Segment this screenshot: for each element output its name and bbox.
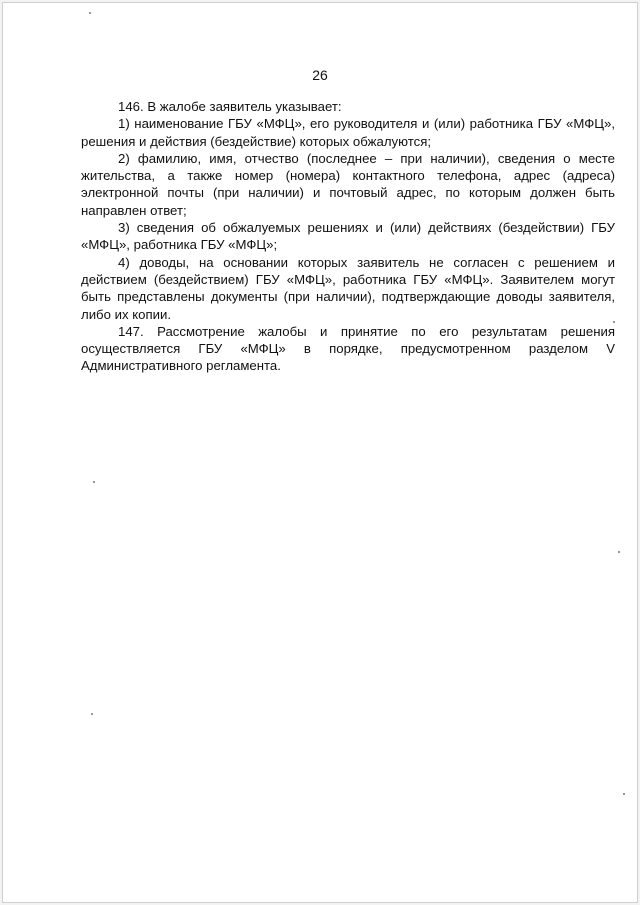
page-number: 26	[312, 67, 328, 83]
paragraph-146-item-2: 2) фамилию, имя, отчество (последнее – при наличии), сведения о месте жительства, а также номер (номера) контактного телефона, адрес (адреса) электронной почты (при наличии) и почтовый адрес, по которым должен быть направлен ответ;	[81, 150, 615, 218]
paragraph-146-item-3: 3) сведения об обжалуемых решениях и (или) действиях (бездействии) ГБУ «МФЦ», работника ГБУ «МФЦ»;	[81, 220, 615, 253]
document-page	[2, 2, 638, 903]
paragraph-146-intro: 146. В жалобе заявитель указывает:	[118, 99, 342, 114]
scan-speck	[618, 551, 620, 553]
document-body	[81, 98, 615, 375]
scan-speck	[89, 12, 91, 14]
scan-speck	[91, 713, 93, 715]
paragraph-146-item-1: 1) наименование ГБУ «МФЦ», его руководителя и (или) работника ГБУ «МФЦ», решения и действия (бездействие) которых обжалуются;	[81, 116, 615, 149]
paragraph-146-item-4: 4) доводы, на основании которых заявитель не согласен с решением и действием (бездействием) ГБУ «МФЦ», работника ГБУ «МФЦ». Заявителем могут быть представлены документы (при наличии), подтверждающие доводы заявителя, либо их копии.	[81, 254, 615, 322]
scan-speck	[613, 321, 615, 323]
paragraph-147: 147. Рассмотрение жалобы и принятие по его результатам решения осуществляется ГБУ «МФЦ» в порядке, предусмотренном разделом V Административного регламента.	[81, 323, 615, 374]
scan-speck	[93, 481, 95, 483]
scan-speck	[623, 793, 625, 795]
